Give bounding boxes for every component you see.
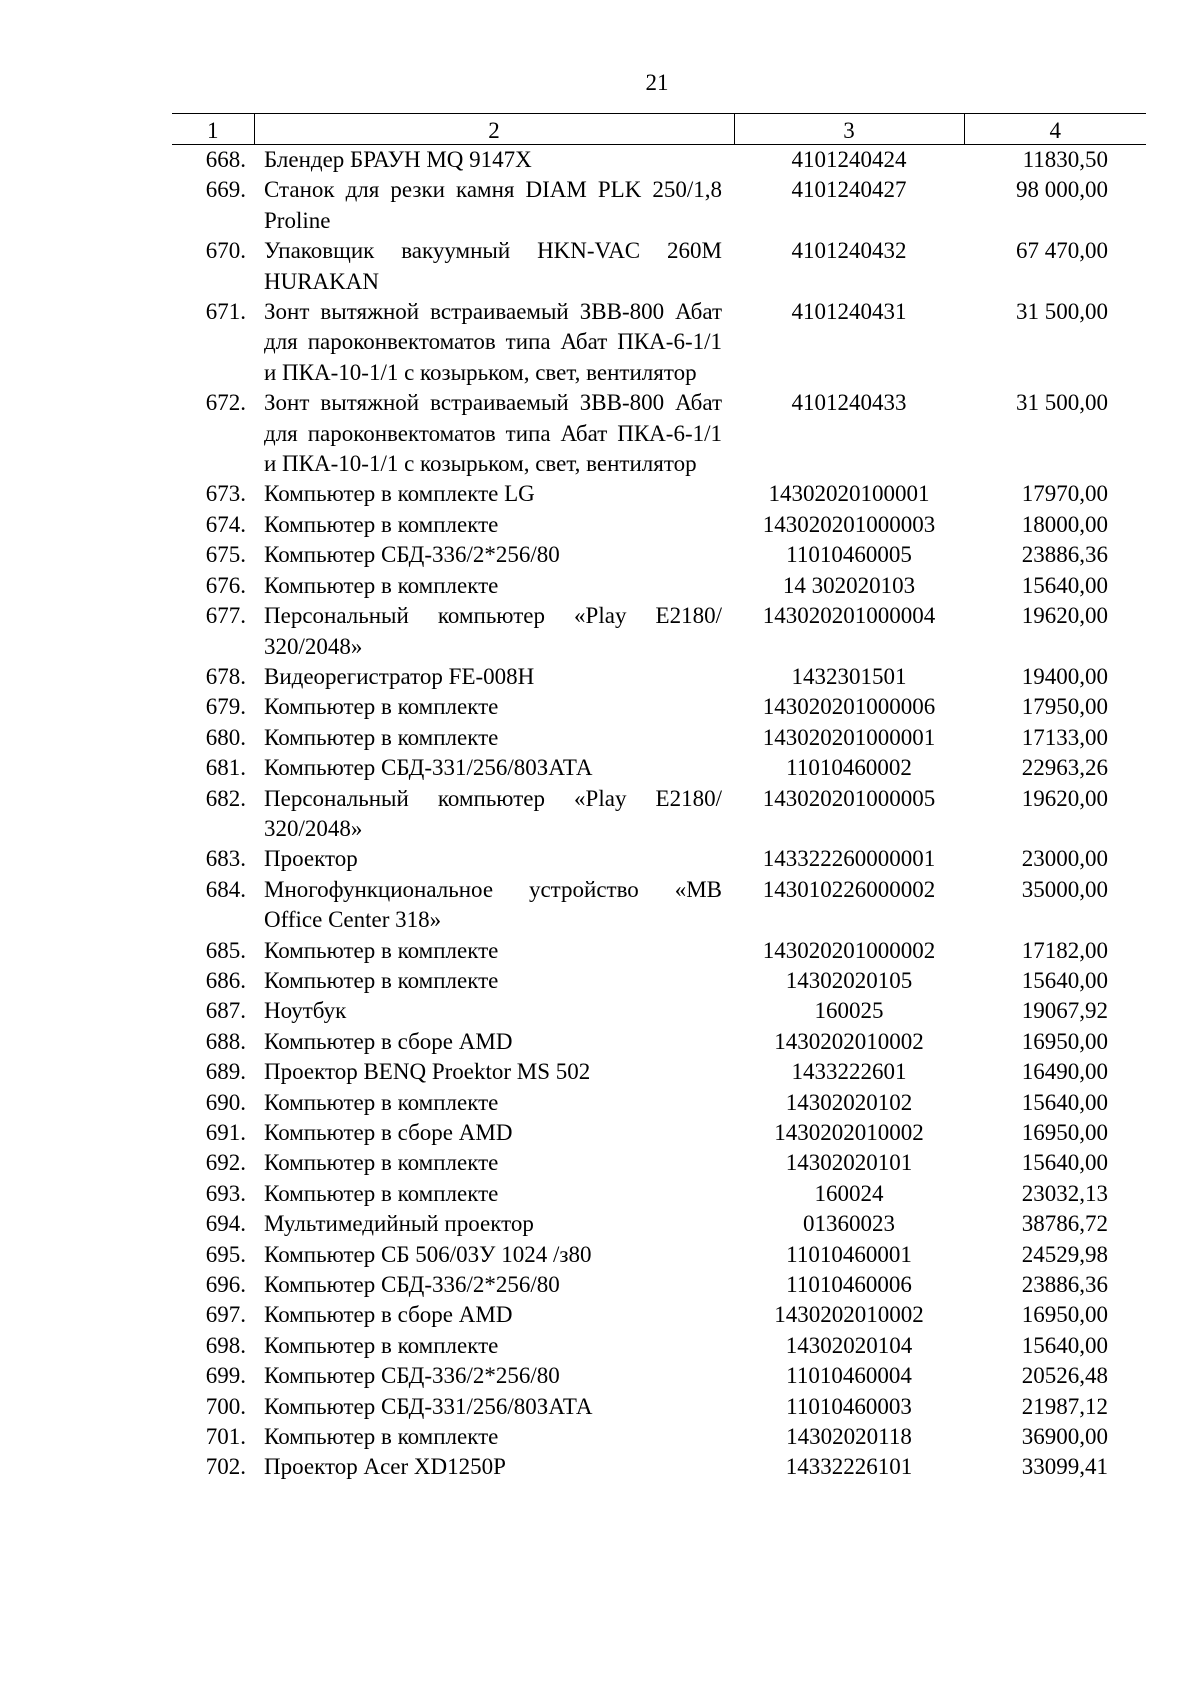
table-row	[172, 692, 1146, 722]
row-number: 679.	[205, 694, 246, 720]
item-name: Мультимедийный проектор	[264, 1211, 534, 1237]
table-row	[172, 1270, 1146, 1300]
item-amount: 35000,00	[1021, 876, 1108, 902]
item-name: Зонт вытяжной встраиваемый ЗВВ-800 Абат для пароконвектоматов типа Абат ПКА-6-1/1 и ПКА-10-1/1 с козырьком, свет, вентилятор	[264, 390, 722, 477]
item-amount: 17950,00	[1021, 694, 1108, 720]
table-row	[172, 966, 1146, 996]
row-number: 691.	[205, 1120, 246, 1145]
table-row	[172, 601, 1146, 662]
inventory-code: 14302020100001	[768, 481, 930, 507]
item-name: Многофункциональное устройство «MB Office Center 318»	[264, 876, 722, 933]
inventory-code: 143020201000003	[762, 511, 936, 537]
table-row	[172, 1118, 1146, 1148]
item-amount: 98 000,00	[1016, 177, 1108, 203]
row-number: 702.	[205, 1454, 246, 1480]
row-number: 687.	[205, 998, 246, 1024]
item-amount: 19400,00	[1021, 663, 1108, 689]
item-name: Проектор Acer XD1250P	[264, 1454, 506, 1480]
inventory-code: 4101240433	[791, 390, 907, 416]
inventory-code: 4101240424	[791, 147, 907, 172]
table-row	[172, 1240, 1146, 1270]
inventory-code: 4101240431	[791, 299, 907, 325]
inventory-code: 1433222601	[791, 1059, 907, 1085]
row-number: 694.	[205, 1211, 246, 1237]
row-number: 700.	[205, 1393, 246, 1419]
item-amount: 15640,00	[1021, 1150, 1108, 1176]
table-row	[172, 1331, 1146, 1361]
row-number: 681.	[205, 755, 246, 781]
item-name: Компьютер СБД-336/2*256/80	[264, 1363, 560, 1389]
inventory-code: 14 302020103	[782, 572, 916, 598]
item-name: Блендер БРАУН MQ 9147X	[264, 147, 532, 172]
item-amount: 19067,92	[1021, 998, 1108, 1024]
row-number: 689.	[205, 1059, 246, 1085]
table-row	[172, 1027, 1146, 1057]
table-row	[172, 996, 1146, 1026]
row-number: 669.	[205, 177, 246, 203]
item-amount: 23000,00	[1021, 846, 1108, 872]
row-number: 682.	[205, 785, 246, 811]
inventory-code: 160025	[814, 998, 884, 1024]
item-amount: 31 500,00	[1016, 390, 1108, 416]
inventory-code: 1432301501	[791, 663, 907, 689]
table-row	[172, 1088, 1146, 1118]
inventory-code: 160024	[814, 1180, 884, 1206]
item-name: Компьютер СБ 506/03У 1024 /з80	[264, 1241, 592, 1267]
item-amount: 17970,00	[1021, 481, 1108, 507]
table-row	[172, 723, 1146, 753]
inventory-code: 143020201000004	[762, 603, 936, 629]
table-row	[172, 236, 1146, 297]
table-row	[172, 1452, 1146, 1482]
item-name: Компьютер в комплекте	[264, 1180, 499, 1206]
row-number: 668.	[205, 147, 246, 172]
row-number: 686.	[205, 967, 246, 993]
item-amount: 21987,12	[1021, 1393, 1108, 1419]
item-name: Компьютер в комплекте	[264, 724, 499, 750]
item-name: Зонт вытяжной встраиваемый ЗВВ-800 Абат для пароконвектоматов типа Абат ПКА-6-1/1 и ПКА-10-1/1 с козырьком, свет, вентилятор	[264, 299, 722, 385]
row-number: 673.	[205, 481, 246, 507]
row-number: 676.	[205, 572, 246, 598]
item-amount: 67 470,00	[1016, 238, 1108, 264]
item-amount: 17133,00	[1021, 724, 1108, 750]
column-header-3: 3	[734, 114, 964, 145]
item-amount: 23886,36	[1021, 542, 1108, 568]
item-amount: 16490,00	[1021, 1059, 1108, 1085]
item-amount: 15640,00	[1021, 1089, 1108, 1115]
row-number: 696.	[205, 1272, 246, 1298]
item-amount: 31 500,00	[1016, 299, 1108, 325]
row-number: 674.	[205, 511, 246, 537]
table-row	[172, 1209, 1146, 1239]
inventory-code: 1430202010002	[774, 1120, 924, 1145]
table-row	[172, 936, 1146, 966]
item-name: Компьютер в комплекте	[264, 967, 499, 993]
item-name: Компьютер в сборе AMD	[264, 1028, 513, 1054]
item-name: Компьютер в комплекте	[264, 1150, 499, 1176]
item-amount: 20526,48	[1021, 1363, 1108, 1389]
row-number: 685.	[205, 937, 246, 963]
item-name: Компьютер СБД-336/2*256/80	[264, 1272, 560, 1298]
inventory-code: 11010460002	[786, 755, 912, 781]
item-amount: 19620,00	[1021, 603, 1108, 629]
item-amount: 15640,00	[1021, 1332, 1108, 1358]
row-number: 695.	[205, 1241, 246, 1267]
inventory-code: 14302020118	[786, 1424, 912, 1450]
table-row	[172, 145, 1146, 176]
item-amount: 17182,00	[1021, 937, 1108, 963]
item-name: Компьютер СБД-331/256/80ЗАТА	[264, 1393, 593, 1419]
inventory-code: 4101240432	[791, 238, 907, 264]
row-number: 701.	[205, 1424, 246, 1450]
inventory-code: 14302020104	[785, 1332, 913, 1358]
inventory-code: 14302020101	[785, 1150, 913, 1176]
row-number: 677.	[205, 603, 246, 629]
table-row	[172, 1300, 1146, 1330]
table-row	[172, 297, 1146, 388]
row-number: 693.	[205, 1180, 246, 1206]
row-number: 675.	[205, 542, 246, 568]
inventory-code: 11010460003	[786, 1393, 912, 1419]
item-name: Видеорегистратор FE-008H	[264, 663, 535, 689]
item-amount: 23886,36	[1021, 1272, 1108, 1298]
row-number: 690.	[205, 1089, 246, 1115]
table-header	[172, 114, 1146, 145]
table-row	[172, 479, 1146, 509]
inventory-code: 143010226000002	[762, 876, 936, 902]
table-row	[172, 571, 1146, 601]
table-row	[172, 175, 1146, 236]
item-name: Станок для резки камня DIAM PLK 250/1,8 Proline	[264, 177, 722, 233]
column-header-4: 4	[964, 114, 1146, 145]
inventory-code: 1430202010002	[774, 1302, 924, 1328]
row-number: 683.	[205, 846, 246, 872]
item-name: Компьютер в комплекте	[264, 511, 499, 537]
table-row	[172, 844, 1146, 874]
inventory-code: 14332226101	[785, 1454, 913, 1480]
table-row	[172, 753, 1146, 783]
table-row	[172, 1179, 1146, 1209]
inventory-code: 143020201000005	[762, 785, 936, 811]
item-amount: 38786,72	[1021, 1211, 1108, 1237]
row-number: 670.	[205, 238, 246, 264]
item-amount: 15640,00	[1021, 572, 1108, 598]
inventory-code: 1430202010002	[774, 1028, 924, 1054]
item-name: Компьютер в комплекте	[264, 937, 499, 963]
inventory-code: 11010460005	[786, 542, 912, 568]
item-name: Персональный компьютер «Play E2180/ 320/2048»	[264, 785, 722, 841]
item-amount: 16950,00	[1021, 1120, 1108, 1145]
inventory-code: 11010460006	[786, 1272, 912, 1298]
row-number: 672.	[205, 390, 246, 416]
item-amount: 36900,00	[1021, 1424, 1108, 1450]
row-number: 684.	[205, 876, 246, 902]
inventory-code: 143322260000001	[762, 846, 936, 872]
table-row	[172, 784, 1146, 845]
item-amount: 16950,00	[1021, 1302, 1108, 1328]
item-name: Компьютер в комплекте LG	[264, 481, 535, 507]
item-amount: 33099,41	[1021, 1454, 1108, 1480]
inventory-code: 14302020102	[785, 1089, 913, 1115]
table-row	[172, 540, 1146, 570]
column-header-2: 2	[254, 114, 734, 145]
inventory-code: 4101240427	[791, 177, 907, 203]
item-name: Ноутбук	[264, 998, 347, 1024]
item-name: Компьютер СБД-331/256/80ЗАТА	[264, 755, 593, 781]
item-name: Компьютер в комплекте	[264, 694, 499, 720]
item-amount: 19620,00	[1021, 785, 1108, 811]
row-number: 697.	[205, 1302, 246, 1328]
item-name: Компьютер в сборе AMD	[264, 1120, 513, 1145]
item-amount: 18000,00	[1021, 511, 1108, 537]
table-row	[172, 388, 1146, 479]
item-name: Компьютер в комплекте	[264, 1089, 499, 1115]
item-name: Компьютер СБД-336/2*256/80	[264, 542, 560, 568]
table-row	[172, 1057, 1146, 1087]
row-number: 699.	[205, 1363, 246, 1389]
item-amount: 23032,13	[1021, 1180, 1108, 1206]
row-number: 688.	[205, 1028, 246, 1054]
table-row	[172, 1148, 1146, 1178]
inventory-table	[172, 113, 1146, 1483]
table-row	[172, 1361, 1146, 1391]
table-row	[172, 1422, 1146, 1452]
item-name: Компьютер в комплекте	[264, 1424, 499, 1450]
row-number: 671.	[205, 299, 246, 325]
table-row	[172, 1392, 1146, 1422]
item-name: Проектор	[264, 846, 358, 872]
item-amount: 24529,98	[1021, 1241, 1108, 1267]
row-number: 678.	[205, 663, 246, 689]
inventory-code: 14302020105	[785, 967, 913, 993]
row-number: 698.	[205, 1332, 246, 1358]
inventory-code: 143020201000002	[762, 937, 936, 963]
item-amount: 16950,00	[1021, 1028, 1108, 1054]
row-number: 680.	[205, 724, 246, 750]
table-body	[172, 145, 1146, 1483]
inventory-code: 11010460001	[786, 1241, 912, 1267]
table-row	[172, 875, 1146, 936]
table-row	[172, 662, 1146, 692]
inventory-code: 143020201000001	[762, 724, 936, 750]
row-number: 692.	[205, 1150, 246, 1176]
column-header-1: 1	[172, 114, 254, 145]
item-name: Персональный компьютер «Play E2180/ 320/2048»	[264, 603, 722, 659]
item-amount: 15640,00	[1021, 967, 1108, 993]
item-name: Проектор BENQ Proektor MS 502	[264, 1059, 591, 1085]
item-amount: 11830,50	[1022, 147, 1108, 172]
inventory-code: 01360023	[803, 1211, 895, 1237]
inventory-code: 11010460004	[786, 1363, 912, 1389]
item-amount: 22963,26	[1021, 755, 1108, 781]
item-name: Компьютер в комплекте	[264, 572, 499, 598]
table-row	[172, 510, 1146, 540]
item-name: Компьютер в комплекте	[264, 1332, 499, 1358]
item-name: Упаковщик вакуумный HKN-VAC 260M HURAKAN	[264, 238, 722, 294]
inventory-code: 143020201000006	[762, 694, 936, 720]
page-number: 21	[645, 70, 669, 95]
item-name: Компьютер в сборе AMD	[264, 1302, 513, 1328]
